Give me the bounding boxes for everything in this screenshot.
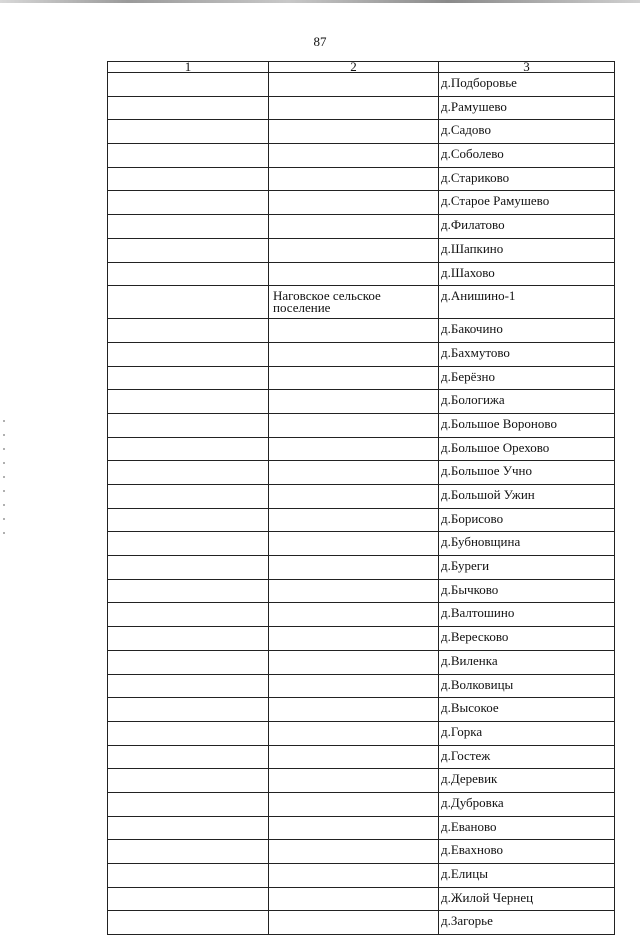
cell-col2 (269, 144, 439, 168)
village-name-cell: д.Большое Вороново (439, 413, 615, 437)
village-name-cell: д.Стариково (439, 167, 615, 191)
cell-col1 (108, 461, 269, 485)
table-row (108, 816, 615, 840)
table-row (108, 437, 615, 461)
cell-col1 (108, 627, 269, 651)
table-row (108, 286, 615, 319)
table-row (108, 167, 615, 191)
table-row (108, 390, 615, 414)
column-header-2: 2 (269, 62, 439, 73)
village-name-cell: д.Анишино-1 (439, 286, 615, 319)
cell-col2 (269, 508, 439, 532)
cell-col1 (108, 864, 269, 888)
table-row (108, 120, 615, 144)
table-row (108, 721, 615, 745)
cell-col1 (108, 215, 269, 239)
table-row (108, 342, 615, 366)
village-name-cell: д.Гостеж (439, 745, 615, 769)
village-name-cell: д.Большое Орехово (439, 437, 615, 461)
cell-col1 (108, 485, 269, 509)
village-name-cell: д.Бологижа (439, 390, 615, 414)
cell-col2 (269, 650, 439, 674)
cell-col2 (269, 461, 439, 485)
cell-col1 (108, 286, 269, 319)
cell-col2 (269, 96, 439, 120)
cell-col1 (108, 745, 269, 769)
village-name-cell: д.Буреги (439, 556, 615, 580)
cell-col2 (269, 745, 439, 769)
table-row (108, 215, 615, 239)
cell-col1 (108, 816, 269, 840)
cell-col2 (269, 556, 439, 580)
village-name-cell: д.Бахмутово (439, 342, 615, 366)
village-name-cell: д.Елицы (439, 864, 615, 888)
header-row (108, 62, 615, 73)
village-name-cell: д.Старое Рамушево (439, 191, 615, 215)
cell-col1 (108, 579, 269, 603)
cell-col1 (108, 887, 269, 911)
village-name-cell: д.Подборовье (439, 73, 615, 97)
cell-col2 (269, 792, 439, 816)
cell-col2 (269, 73, 439, 97)
cell-col2 (269, 674, 439, 698)
cell-col1 (108, 698, 269, 722)
table-row (108, 887, 615, 911)
cell-col2 (269, 603, 439, 627)
cell-col2 (269, 191, 439, 215)
cell-col1 (108, 769, 269, 793)
cell-col2 (269, 390, 439, 414)
cell-col2 (269, 437, 439, 461)
cell-col2 (269, 579, 439, 603)
cell-col2 (269, 769, 439, 793)
settlement-name: Наговское сельское поселение (273, 288, 381, 316)
cell-col2 (269, 816, 439, 840)
village-name-cell: д.Горка (439, 721, 615, 745)
cell-col1 (108, 167, 269, 191)
table-row (108, 864, 615, 888)
column-header-3: 3 (439, 62, 615, 73)
table-row (108, 627, 615, 651)
cell-col1 (108, 792, 269, 816)
village-name-cell: д.Дубровка (439, 792, 615, 816)
table-row (108, 840, 615, 864)
village-name-cell: д.Бакочино (439, 319, 615, 343)
cell-col2 (269, 167, 439, 191)
cell-col1 (108, 556, 269, 580)
table-row (108, 96, 615, 120)
table-body (108, 73, 615, 935)
cell-col1 (108, 120, 269, 144)
table-row (108, 769, 615, 793)
cell-col1 (108, 73, 269, 97)
table-row (108, 485, 615, 509)
cell-col2 (269, 911, 439, 935)
cell-col2 (269, 721, 439, 745)
cell-col1 (108, 238, 269, 262)
cell-col2 (269, 887, 439, 911)
column-header-1: 1 (108, 62, 269, 73)
table-row (108, 508, 615, 532)
village-name-cell: д.Рамушево (439, 96, 615, 120)
village-name-cell: д.Евахново (439, 840, 615, 864)
table-row (108, 698, 615, 722)
table-row (108, 650, 615, 674)
village-name-cell: д.Большое Учно (439, 461, 615, 485)
village-name-cell: д.Деревик (439, 769, 615, 793)
village-name-cell: д.Виленка (439, 650, 615, 674)
table-row (108, 262, 615, 286)
cell-col2 (269, 262, 439, 286)
cell-col1 (108, 840, 269, 864)
cell-col2 (269, 215, 439, 239)
table-row (108, 532, 615, 556)
village-name-cell: д.Высокое (439, 698, 615, 722)
village-name-cell: д.Большой Ужин (439, 485, 615, 509)
cell-col2 (269, 864, 439, 888)
village-name-cell: д.Филатово (439, 215, 615, 239)
cell-col2 (269, 532, 439, 556)
cell-col2 (269, 413, 439, 437)
table-row (108, 461, 615, 485)
cell-col1 (108, 413, 269, 437)
table-row (108, 745, 615, 769)
village-name-cell: д.Еваново (439, 816, 615, 840)
scan-edge (0, 0, 640, 3)
cell-col2 (269, 698, 439, 722)
village-name-cell: д.Шапкино (439, 238, 615, 262)
cell-col1 (108, 603, 269, 627)
cell-col1 (108, 532, 269, 556)
cell-col2 (269, 319, 439, 343)
cell-col2 (269, 238, 439, 262)
cell-col2 (269, 485, 439, 509)
cell-col1 (108, 319, 269, 343)
village-name-cell: д.Берёзно (439, 366, 615, 390)
cell-col1 (108, 674, 269, 698)
village-name-cell: д.Борисово (439, 508, 615, 532)
village-name-cell: д.Бубновщина (439, 532, 615, 556)
cell-col2 (269, 120, 439, 144)
cell-col1 (108, 721, 269, 745)
cell-col1 (108, 911, 269, 935)
table-row (108, 556, 615, 580)
cell-col1 (108, 437, 269, 461)
table-row (108, 911, 615, 935)
table-row (108, 238, 615, 262)
cell-col1 (108, 191, 269, 215)
cell-col1 (108, 342, 269, 366)
scan-margin-marks (3, 420, 5, 540)
village-name-cell: д.Валтошино (439, 603, 615, 627)
page-number: 87 (313, 34, 327, 49)
table-row (108, 674, 615, 698)
cell-col1 (108, 508, 269, 532)
village-name-cell: д.Соболево (439, 144, 615, 168)
village-name-cell: д.Волковицы (439, 674, 615, 698)
table-row (108, 366, 615, 390)
village-name-cell: д.Загорье (439, 911, 615, 935)
table-row (108, 579, 615, 603)
cell-col1 (108, 144, 269, 168)
settlement-table (107, 61, 615, 935)
table-row (108, 319, 615, 343)
cell-col2 (269, 627, 439, 651)
cell-col1 (108, 650, 269, 674)
village-name-cell: д.Вересково (439, 627, 615, 651)
table-row (108, 413, 615, 437)
village-name-cell: д.Бычково (439, 579, 615, 603)
cell-col1 (108, 262, 269, 286)
table-row (108, 191, 615, 215)
table-row (108, 603, 615, 627)
table-row (108, 792, 615, 816)
village-name-cell: д.Шахово (439, 262, 615, 286)
cell-col2 (269, 840, 439, 864)
village-name-cell: д.Жилой Чернец (439, 887, 615, 911)
cell-col2 (269, 342, 439, 366)
settlement-name-cell (269, 286, 439, 319)
village-name-cell: д.Садово (439, 120, 615, 144)
cell-col1 (108, 96, 269, 120)
table-row (108, 144, 615, 168)
cell-col1 (108, 366, 269, 390)
table-row (108, 73, 615, 97)
cell-col2 (269, 366, 439, 390)
cell-col1 (108, 390, 269, 414)
